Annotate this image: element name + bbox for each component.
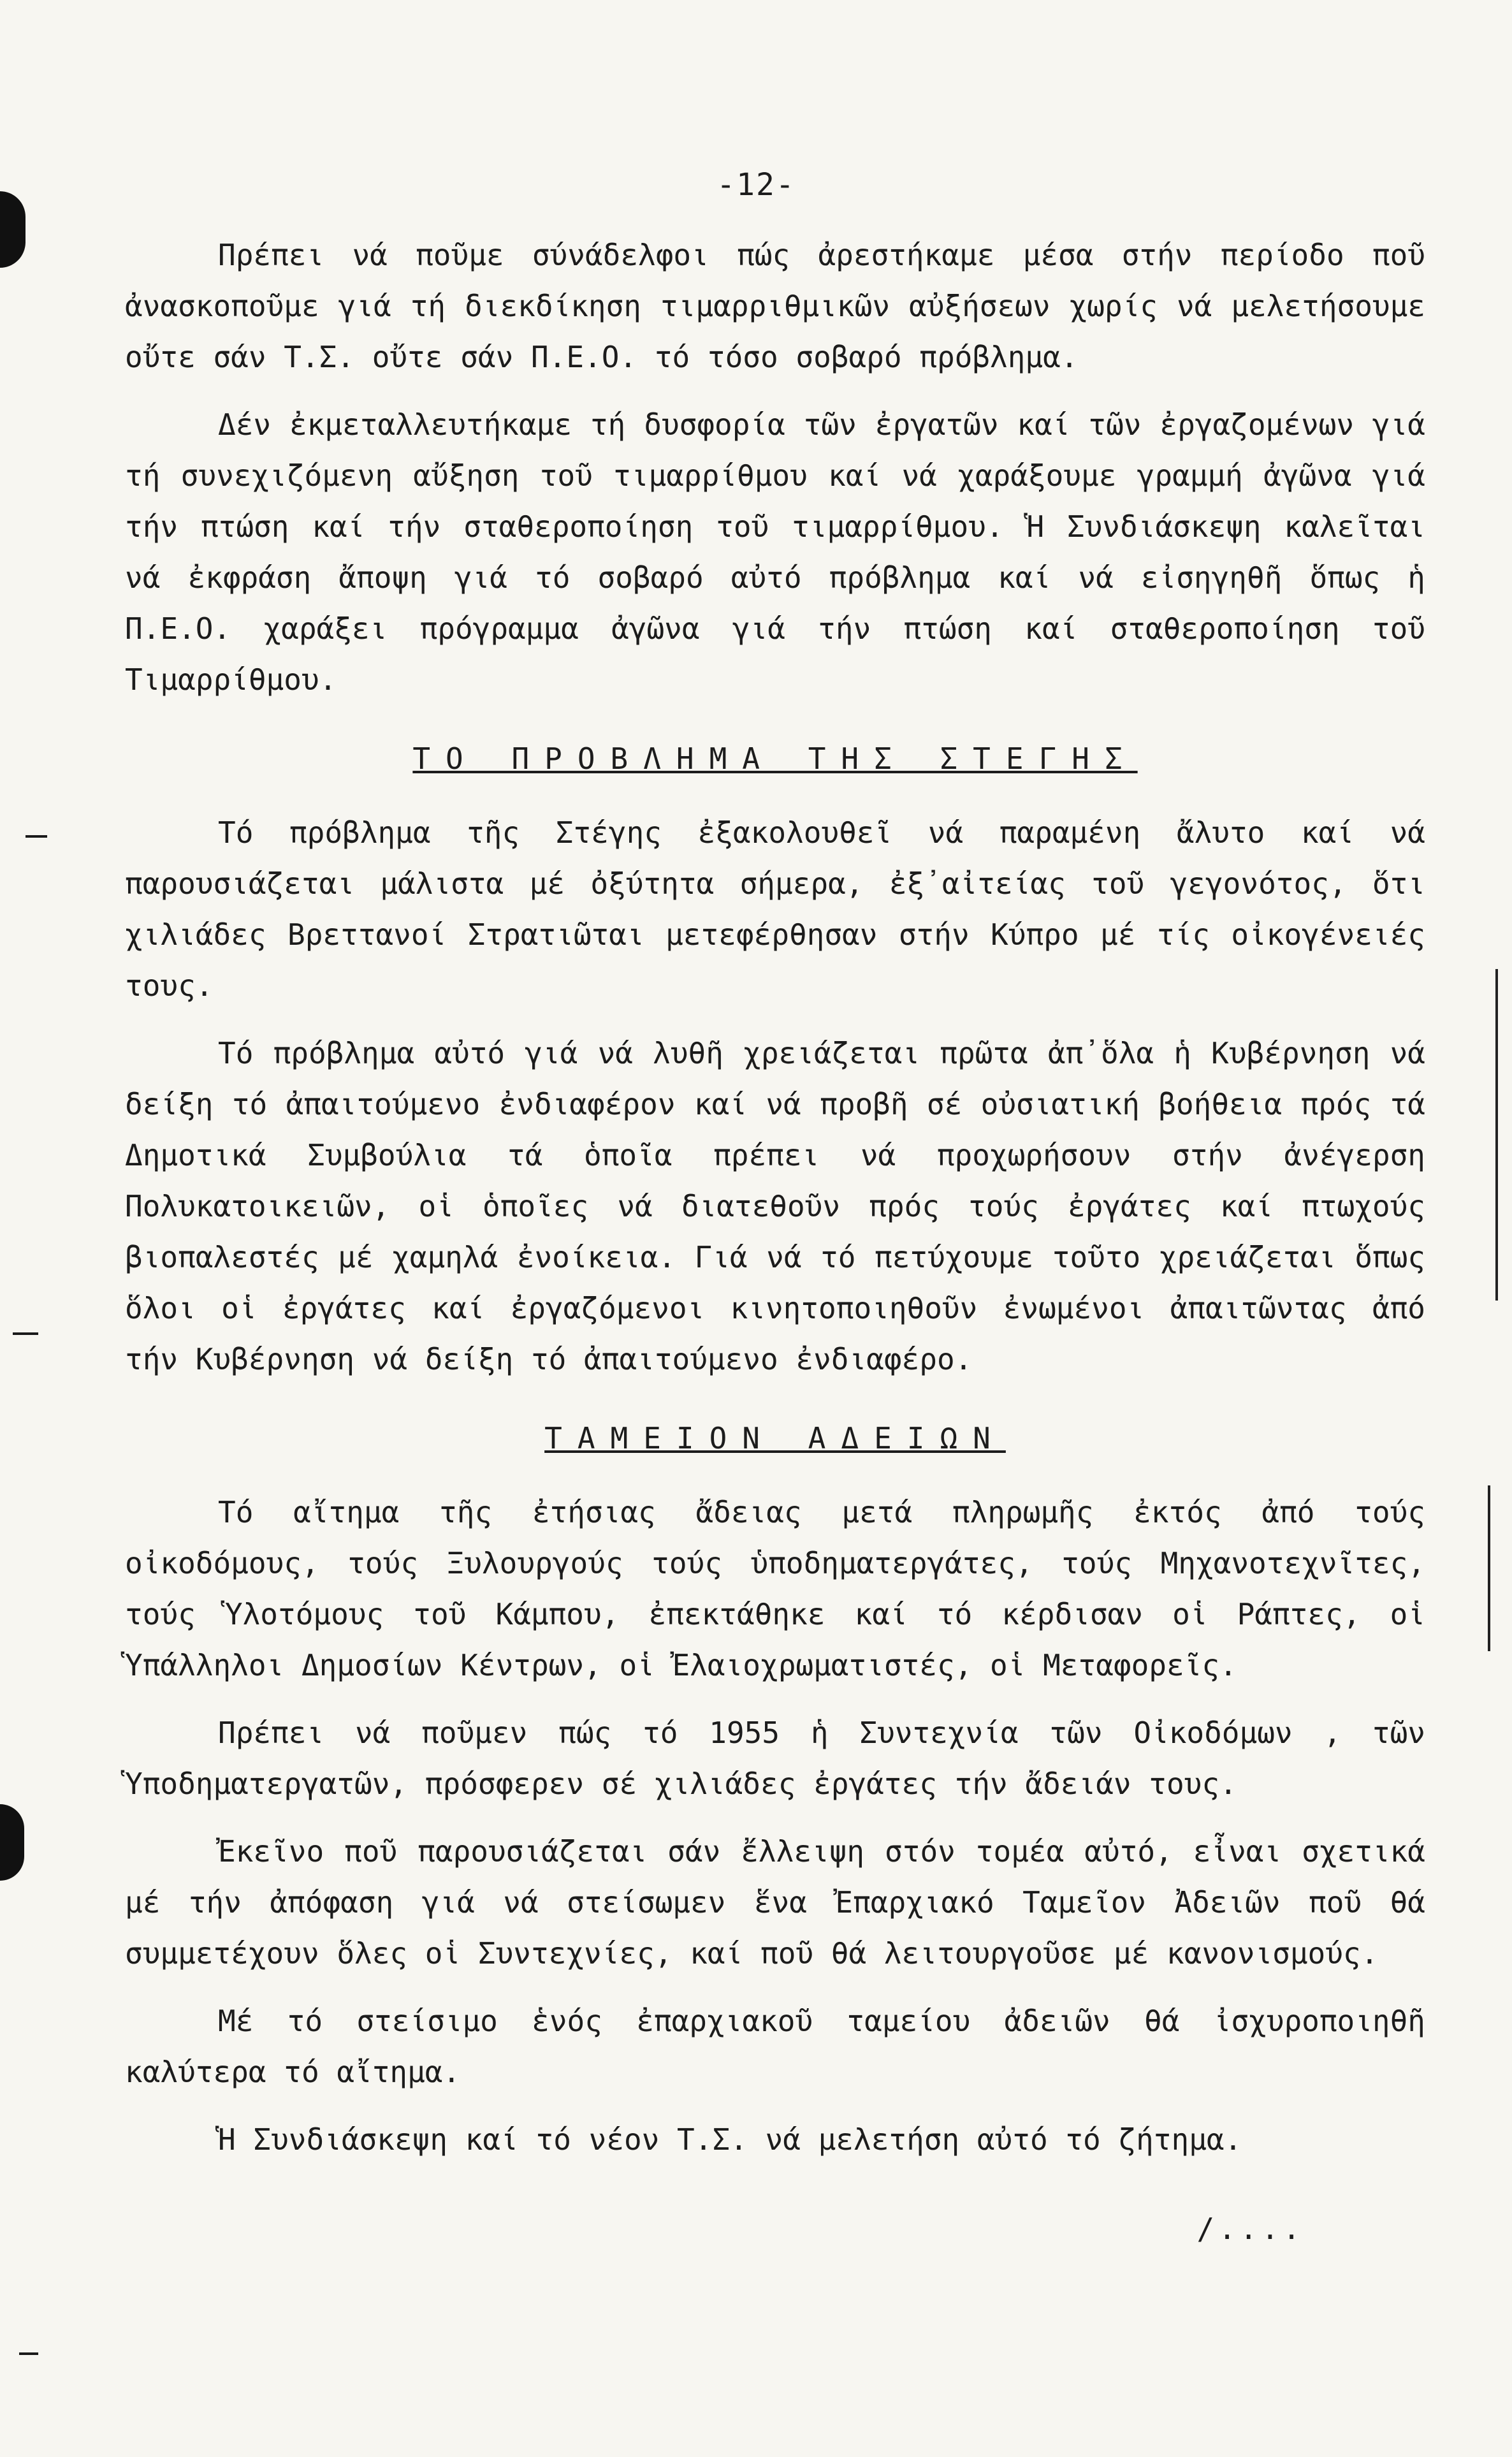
margin-mark-3	[19, 2352, 38, 2355]
page-number: -12-	[716, 167, 796, 203]
paragraph-4: Τό πρόβλημα αὐτό γιά νά λυθῆ χρειάζεται πρῶτα ἀπ᾿ὅλα ἡ Κυβέρνηση νά δείξη τό ἀπαιτούμενο ἐνδιαφέρον καί νά προβῆ σέ οὐσιατική βοήθεια πρός τά Δημοτικά Συμβούλια τά ὁποῖα πρέπει νά προχωρήσουν στήν ἀνέγερση Πολυκατοικειῶν, οἱ ὁποῖες νά διατεθοῦν πρός τούς ἐργάτες καί πτωχούς βιοπαλεστές μέ χαμηλά ἐνοίκεια. Γιά νά τό πετύχουμε τοῦτο χρειάζεται ὅπως ὅλοι οἱ ἐργάτες καί ἐργαζόμενοι κινητοποιηθοῦν ἐνωμένοι ἀπαιτῶντας ἀπό τήν Κυβέρνηση νά δείξη τό ἀπαιτούμενο ἐνδιαφέρο.	[125, 1036, 1425, 1376]
paragraph-9: Ἡ Συνδιάσκεψη καί τό νέον Τ.Σ. νά μελετήση αὐτό τό ζήτημα.	[218, 2122, 1242, 2157]
margin-blot-top	[0, 191, 25, 268]
paragraph-2: Δέν ἐκμεταλλευτήκαμε τή δυσφορία τῶν ἐργατῶν καί τῶν ἐργαζομένων γιά τή συνεχιζόμενη αὔξηση τοῦ τιμαρρίθμου καί νά χαράξουμε γραμμή ἀγῶνα γιά τήν πτώση καί τήν σταθεροποίηση τοῦ τιμαρρίθμου. Ἡ Συνδιάσκεψη καλεῖται νά ἐκφράση ἄποψη γιά τό σοβαρό αὐτό πρόβλημα καί νά εἰσηγηθῆ ὅπως ἡ Π.Ε.Ο. χαράξει πρόγραμμα ἀγῶνα γιά τήν πτώση καί σταθεροποίηση τοῦ Τιμαρρίθμου.	[125, 407, 1425, 697]
document-body	[125, 230, 1425, 2254]
heading-leave-fund: ΤΑΜΕΙΟΝ ΑΔΕΙΩΝ	[544, 1421, 1006, 1455]
paragraph-7: Ἐκεῖνο ποῦ παρουσιάζεται σάν ἔλλειψη στόν τομέα αὐτό, εἶναι σχετικά μέ τήν ἀπόφαση γιά νά στείσωμεν ἕνα Ἐπαρχιακό Ταμεῖον Ἀδειῶν ποῦ θά συμμετέχουν ὅλες οἱ Συντεχνίες, καί ποῦ θά λειτουργοῦσε μέ κανονισμούς.	[125, 1834, 1425, 1971]
margin-blot-middle	[0, 1804, 24, 1881]
heading-housing-problem: ΤΟ ΠΡΟΒΛΗΜΑ ΤΗΣ ΣΤΕΓΗΣ	[412, 741, 1138, 776]
paragraph-3: Τό πρόβλημα τῆς Στέγης ἐξακολουθεῖ νά παραμένη ἄλυτο καί νά παρουσιάζεται μάλιστα μέ ὀξύτητα σήμερα, ἐξ᾿αἰτείας τοῦ γεγονότος, ὅτι χιλιάδες Βρεττανοί Στρατιῶται μετεφέρθησαν στήν Κύπρο μέ τίς οἰκογένειές τους.	[125, 815, 1425, 1003]
margin-mark-2	[13, 1332, 38, 1335]
continuation-mark: /....	[1196, 2212, 1304, 2246]
margin-mark-1	[25, 835, 47, 838]
paragraph-1: Πρέπει νά ποῦμε σύνάδελφοι πώς ἀρεστήκαμε μέσα στήν περίοδο ποῦ ἀνασκοποῦμε γιά τή διεκδίκηση τιμαρριθμικῶν αὐξήσεων χωρίς νά μελετήσουμε οὔτε σάν Τ.Σ. οὔτε σάν Π.Ε.Ο. τό τόσο σοβαρό πρόβλημα.	[125, 238, 1425, 374]
margin-line-2	[1488, 1485, 1490, 1651]
paragraph-8: Μέ τό στείσιμο ἑνός ἐπαρχιακοῦ ταμείου ἀδειῶν θά ἰσχυροποιηθῆ καλύτερα τό αἴτημα.	[125, 2004, 1425, 2089]
paragraph-6: Πρέπει νά ποῦμεν πώς τό 1955 ἡ Συντεχνία τῶν Οἰκοδόμων , τῶν Ὑποδηματεργατῶν, πρόσφερεν σέ χιλιάδες ἐργάτες τήν ἄδειάν τους.	[125, 1716, 1425, 1801]
margin-line-1	[1495, 969, 1498, 1301]
paragraph-5: Τό αἴτημα τῆς ἐτήσιας ἄδειας μετά πληρωμῆς ἐκτός ἀπό τούς οἰκοδόμους, τούς Ξυλουργούς τούς ὑποδηματεργάτες, τούς Μηχανοτεχνῖτες, τούς Ὑλοτόμους τοῦ Κάμπου, ἐπεκτάθηκε καί τό κέρδισαν οἱ Ράπτες, οἱ Ὑπάλληλοι Δημοσίων Κέντρων, οἱ Ἐλαιοχρωματιστές, οἱ Μεταφορεῖς.	[125, 1495, 1425, 1682]
